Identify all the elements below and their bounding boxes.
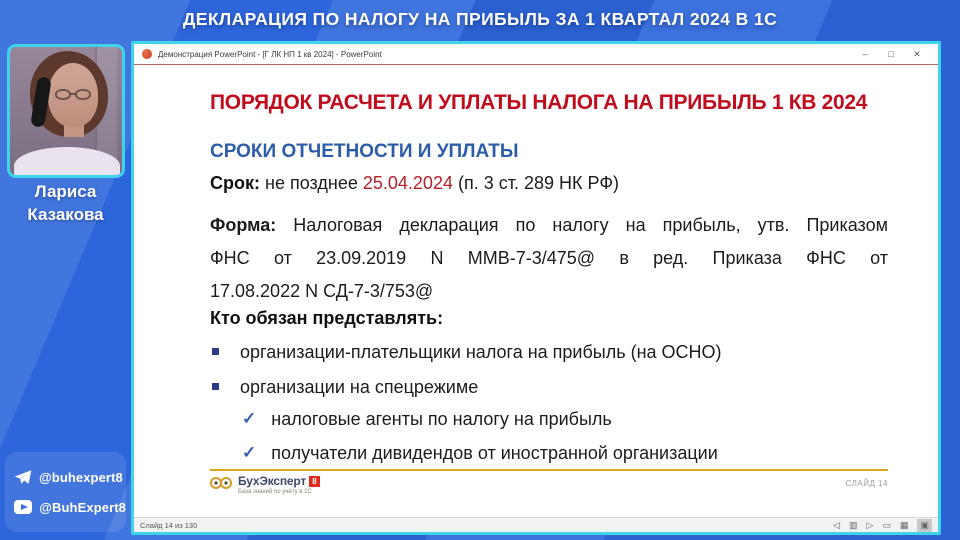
deadline-reference: (п. 3 ст. 289 НК РФ) (457, 173, 619, 193)
powerpoint-statusbar (134, 517, 938, 532)
next-slide-icon[interactable]: ▷ (866, 519, 874, 530)
social-handles-panel (5, 452, 126, 532)
check-text: налоговые агенты по налогу на прибыль (271, 409, 612, 429)
normal-view-icon[interactable]: ▭ (882, 519, 891, 530)
presenter-first-name: Лариса (34, 182, 97, 201)
checkmark-icon: ✓ (242, 443, 257, 462)
powerpoint-app-icon (142, 49, 152, 59)
annotate-icon[interactable]: ▥ (849, 519, 858, 530)
slide-counter: Слайд 14 из 130 (140, 520, 198, 530)
form-line-3: 17.08.2022 N СД-7-3/753@ (210, 281, 434, 301)
bullet-text: организации на спецрежиме (240, 377, 479, 397)
deadline-label: Срок: (210, 173, 260, 193)
buhexpert-logo (210, 474, 320, 495)
presenter-glasses (53, 89, 97, 102)
youtube-icon (14, 500, 32, 514)
close-button[interactable]: ✕ (913, 48, 921, 59)
form-line-2: ФНС от 23.09.2019 N ММВ-7-3/475@ в ред. Приказа ФНС от (210, 248, 888, 268)
who-must-file-heading: Кто обязан представлять: (210, 308, 444, 328)
square-bullet-icon (212, 383, 219, 390)
logo-tagline: База знаний по учёту в 1С (238, 489, 312, 495)
logo-brand-name: БухЭксперт (238, 474, 306, 488)
presenter-webcam (7, 44, 125, 178)
slide-number-label: СЛАЙД 14 (845, 479, 888, 488)
bullet-item (212, 341, 722, 363)
restore-button[interactable]: □ (888, 48, 894, 59)
window-titlebar[interactable] (134, 44, 938, 65)
deadline-prefix: не позднее (265, 173, 358, 193)
slide-canvas[interactable] (134, 65, 938, 517)
check-text: получатели дивидендов от иностранной организации (271, 443, 718, 463)
slide-sorter-icon[interactable]: ▦ (899, 519, 909, 530)
form-label: Форма: (210, 215, 277, 235)
slideshow-view-icon[interactable]: ▣ (917, 519, 932, 532)
footer-divider (210, 469, 888, 471)
minimize-button[interactable]: – (862, 48, 868, 59)
bullet-item (212, 376, 478, 398)
deadline-date: 25.04.2024 (362, 173, 453, 193)
slide-subtitle: СРОКИ ОТЧЕТНОСТИ И УПЛАТЫ (210, 141, 519, 162)
bullet-text: организации-плательщики налога на прибыль (на ОСНО) (240, 342, 722, 362)
slide-title: ПОРЯДОК РАСЧЕТА И УПЛАТЫ НАЛОГА НА ПРИБЫЛЬ 1 КВ 2024 (210, 91, 868, 114)
telegram-handle-row (5, 466, 126, 488)
previous-slide-icon[interactable]: ◁ (833, 519, 841, 530)
check-item (242, 442, 718, 464)
telegram-handle: @buhexpert8 (39, 469, 123, 485)
check-item (242, 408, 612, 430)
youtube-handle-row (5, 496, 126, 518)
square-bullet-icon (212, 348, 219, 355)
presenter-name (0, 180, 131, 226)
form-paragraph (210, 209, 888, 308)
telegram-icon (14, 469, 32, 485)
youtube-handle: @BuhExpert8 (39, 499, 126, 515)
presenter-last-name: Казакова (27, 205, 104, 224)
deadline-line (210, 173, 619, 194)
powerpoint-window (131, 41, 941, 535)
checkmark-icon: ✓ (242, 409, 257, 428)
presenter-shirt (14, 147, 120, 178)
webinar-title: ДЕКЛАРАЦИЯ ПО НАЛОГУ НА ПРИБЫЛЬ ЗА 1 КВАРТАЛ 2024 В 1С (182, 9, 778, 29)
logo-badge-8: 8 (309, 476, 320, 487)
form-line-1: Форма: Налоговая декларация по налогу на прибыль, утв. Приказом (210, 215, 888, 235)
owl-logo-icon (210, 477, 233, 490)
window-title: Демонстрация PowerPoint - [Г ЛК НП 1 кв 2024] - PowerPoint (158, 49, 382, 59)
